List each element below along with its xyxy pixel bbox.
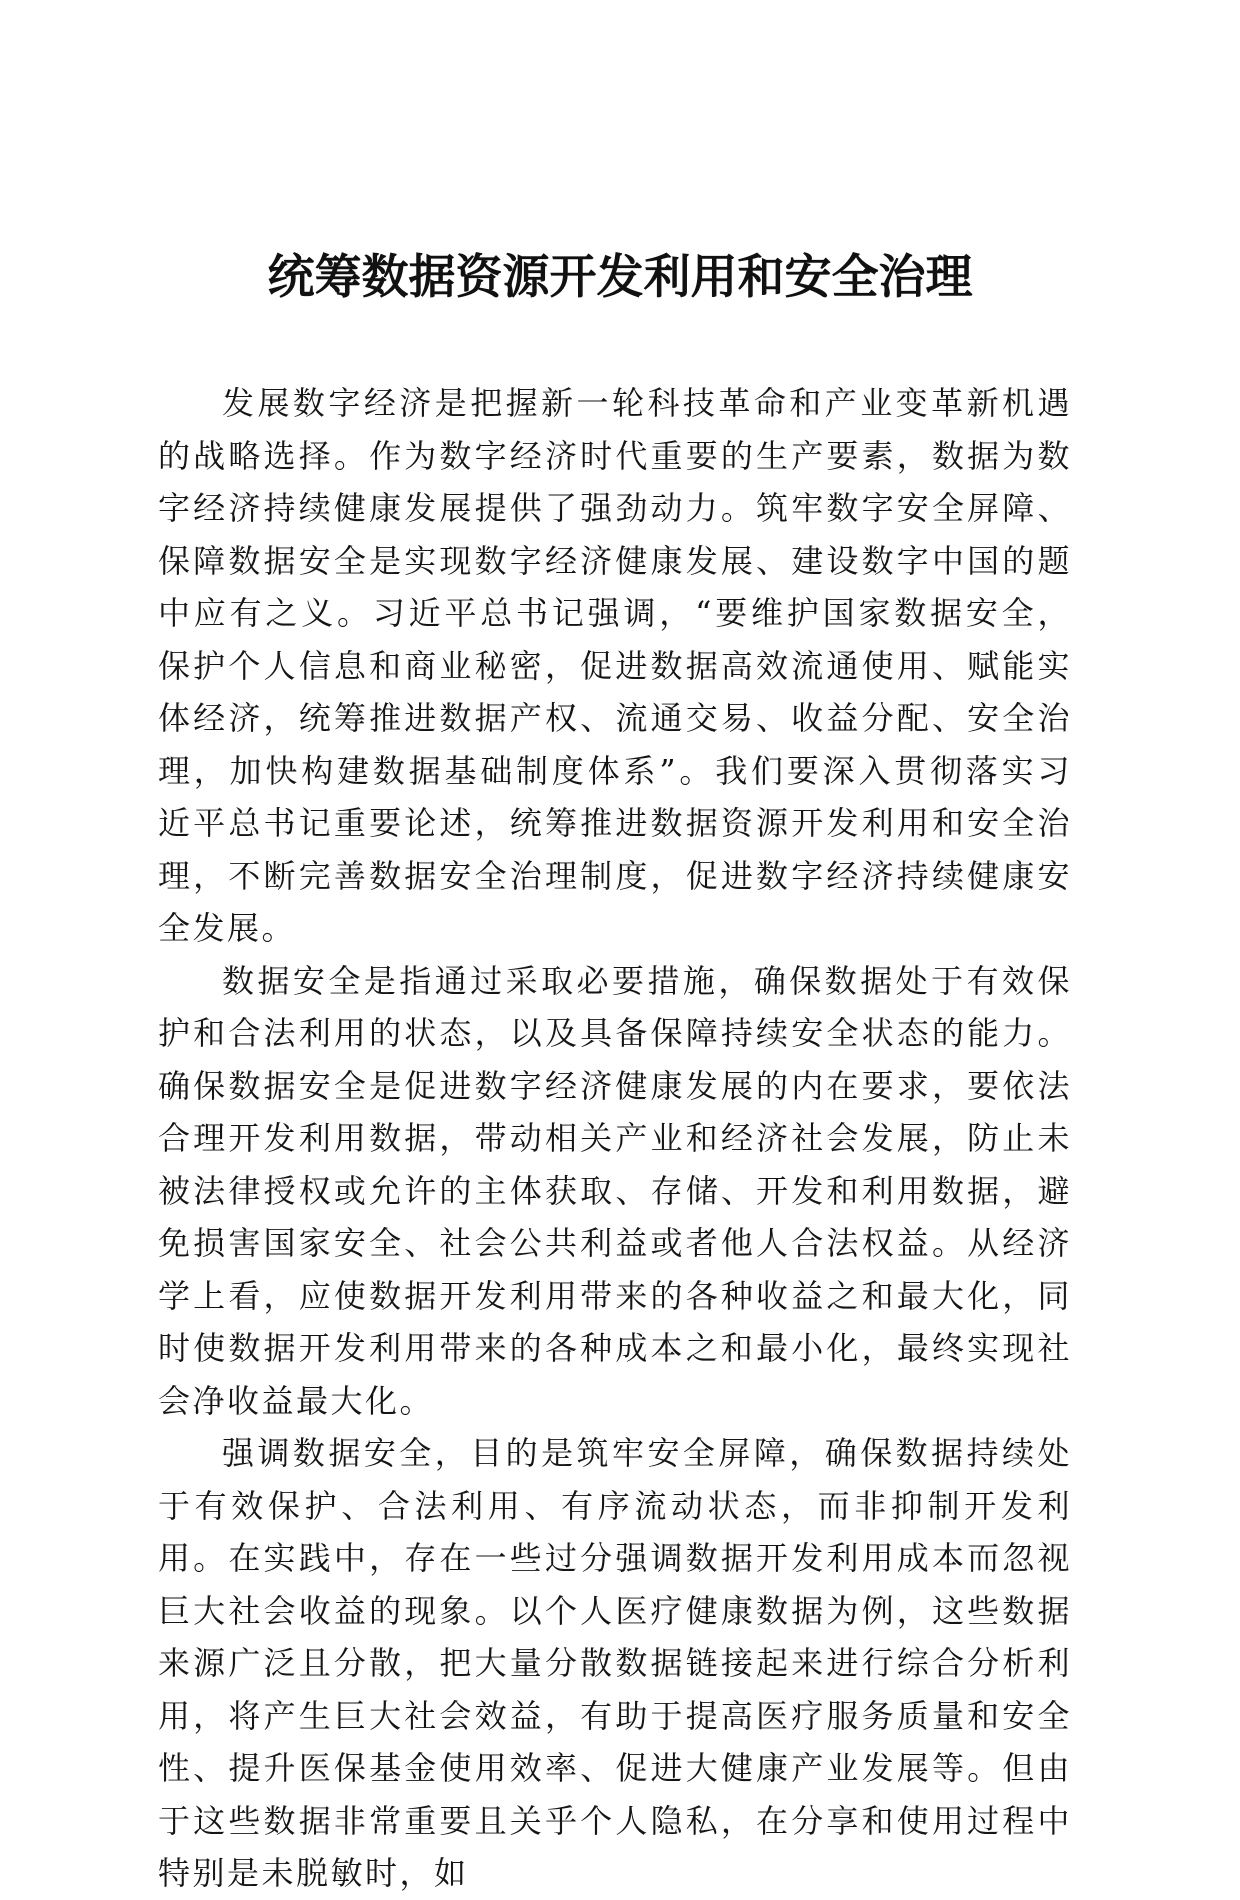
- document-body: [158, 377, 1072, 1900]
- paragraph-3: 强调数据安全，目的是筑牢安全屏障，确保数据持续处于有效保护、合法利用、有序流动状态，而非抑制开发利用。在实践中，存在一些过分强调数据开发利用成本而忽视巨大社会收益的现象。以个人医疗健康数据为例，这些数据来源广泛且分散，把大量分散数据链接起来进行综合分析利用，将产生巨大社会效益，有助于提高医疗服务质量和安全性、提升医保基金使用效率、促进大健康产业发展等。但由于这些数据非常重要且关乎个人隐私，在分享和使用过程中特别是未脱敏时，如: [158, 1434, 1072, 1892]
- paragraph-2: 数据安全是指通过采取必要措施，确保数据处于有效保护和合法利用的状态，以及具备保障持续安全状态的能力。确保数据安全是促进数字经济健康发展的内在要求，要依法合理开发利用数据，带动相关产业和经济社会发展，防止未被法律授权或允许的主体获取、存储、开发和利用数据，避免损害国家安全、社会公共利益或者他人合法权益。从经济学上看，应使数据开发利用带来的各种收益之和最大化，同时使数据开发利用带来的各种成本之和最小化，最终实现社会净收益最大化。: [158, 961, 1072, 1420]
- document-title: 统筹数据资源开发利用和安全治理: [267, 250, 973, 305]
- paragraph-1: 发展数字经济是把握新一轮科技革命和产业变革新机遇的战略选择。作为数字经济时代重要的生产要素，数据为数字经济持续健康发展提供了强劲动力。筑牢数字安全屏障、保障数据安全是实现数字经济健康发展、建设数字中国的题中应有之义。习近平总书记强调，“要维护国家数据安全，保护个人信息和商业秘密，促进数据高效流通使用、赋能实体经济，统筹推进数据产权、流通交易、收益分配、安全治理，加快构建数据基础制度体系”。我们要深入贯彻落实习近平总书记重要论述，统筹推进数据资源开发利用和安全治理，不断完善数据安全治理制度，促进数字经济持续健康安全发展。: [158, 384, 1072, 947]
